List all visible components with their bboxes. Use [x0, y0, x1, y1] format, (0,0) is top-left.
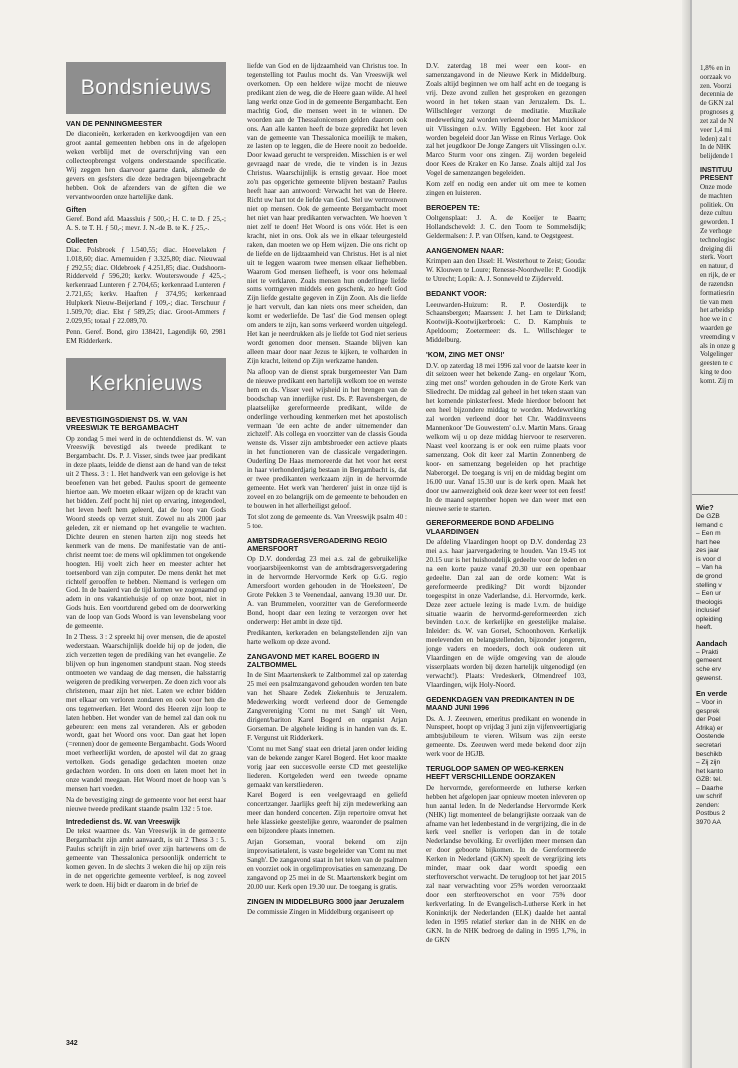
bevestiging-paragraph-2: In 2 Thess. 3 : 2 spreekt hij over mensen, die de apostel wederstaan. Waarschijnlijk doelde hij op de joden, die zich verzetten tegen de prediking van het evangelie. Ze blijven op hun ingenomen standpunt staan. Nog steeds ontmoeten we vandaag de dag mensen, die halsstarrig weigeren de prediking verwerpen. Ze doen zich voor als christenen, maar zijn het niet. Laten we echter bidden met elkaar om verloren zondaren en ook voor hen die ons tegenwerken. Het Woord des Heeren zijn loop te laten hebben. Het wonder van de hemel zal dan ook nu gebeuren: een mens zal veranderen. Als er geboden wordt, gaat het Woord ons voor. Dan gaat het lopen (=rennen) door de gemeente Bergambacht. Gods Woord moet verheerlijkt worden, de apostel wil dat zo graag vertolken. Gods genadige gedachten moeten onze gedachten worden. In ons doen en laten moet het in onze wandel meegaan. Het Woord moet de hoop van 's mensen hart voeden.: [66, 633, 226, 794]
next-page-line: inclusief: [696, 607, 720, 615]
next-page-line: decennia de: [700, 90, 734, 99]
next-page-line: formatiesrin: [700, 288, 735, 297]
next-page-line: zenden:: [696, 801, 720, 809]
next-page-line: deze cultuu: [700, 209, 733, 218]
page-spine: [682, 0, 690, 1068]
next-page-line: stelling v: [696, 581, 722, 589]
next-page-line: en rijk, de er: [700, 271, 736, 280]
next-page-line: zes jaar: [696, 547, 720, 555]
next-page-line: beschikb: [696, 750, 723, 758]
terugloop-text: De hervormde, gereformeerde en lutherse kerken hebben het afgelopen jaar opnieuw moeten inleveren op hun aantal leden. In de Nederlandse Hervormde Kerk (NHK) ligt momenteel de belangrijkste oorzaak van de afname van het ledenbestand in de vergrijzing, die in de kerk veel sneller is verlopen dan in de totale Nederlandse bevolking. Er overlijden meer mensen dan er door geboorte bijkomen. In de Gereformeerde Kerken in Nederland (GKN) speelt de vergrijzing iets minder, maar ook daar wordt spoedig een sterftoverschot verwacht. De terugloop tot het jaar 2015 zal naar verwachting voor 25% worden veroorzaakt door een sterfteoverschot en voor 75% door kerkverlating. In de Evangelisch-Lutherse Kerk in het Koninkrijk der Nederlanden (ELK) daalde het aantal leden in 1995 relatief sterker dan in de NHK en de GKN. In de NHK bedroeg de daling in 1995 1,7%, in de GKN: [426, 783, 586, 944]
beroepen-text: Ooltgensplaat: J. A. de Koeijer te Baarn; Hollandscheveld: J. C. den Toom te Sommelsdijk; Geldermalsen: J. P. van Olfsen, kand. te Oegstgeest.: [426, 214, 586, 241]
zingen-paragraph: De commissie Zingen in Middelburg organiseert op: [247, 908, 394, 917]
next-page-line: De GZB: [696, 513, 720, 520]
next-page-line: lemand c: [696, 521, 723, 529]
kerknieuws-banner: [66, 358, 226, 410]
next-page-line: komt. Zij m: [700, 376, 734, 385]
wie-box: [692, 494, 738, 828]
next-page-line: technologisc: [700, 235, 736, 244]
next-page-line: heeft.: [696, 624, 713, 632]
giften-text: Geref. Bond afd. Maassluis ƒ 500,-; H. C. te D. ƒ 25,-; A. S. te T. H. ƒ 50,-; mevr. J. N.-de B. te K. ƒ 25,-.: [66, 214, 226, 232]
bedankt-text: Leeuwarden-Huizum: R. P. Oosterdijk te Schaansbergen; Maarssen: J. het Lam te Dirksland; Kootwijk-Kootwijkerbroek: C. D. Kamphuis te Apeldoorn; Zoetermeer: ds. L. Willschleger te Middelburg.: [426, 300, 586, 345]
next-page-line: de grond: [696, 572, 723, 580]
verder-heading: En verde: [696, 689, 728, 699]
next-page-line: is voor d: [696, 555, 721, 563]
next-page-line: tie van men: [700, 297, 733, 306]
next-page-line: Oostende: [696, 733, 725, 741]
col3-paragraph-2: Kom zelf en nodig een ander uit om mee te komen zingen en luisteren.: [426, 180, 586, 198]
collecten-heading: Collecten: [66, 237, 98, 245]
col2-paragraph-1: liefde van God en de lijdzaamheid van Christus toe. In tegenstelling tot Paulus mocht ds. Van Vreeswijk wel overkomen. Op een heldere wijze mocht de nieuwe predikant zien de weg, die de Heere gaan wilde. Al heel lang werkt onze God in de gemeente Bergambacht. Een machtig God, die mensen weet in te winnen. De woorden aan de Thessalonicensen gelden daarom ook ons. Aan alle kanten heeft de boze gepredikt het leven van de gemeente van Thessalonica moeilijk te maken, ze lasten op te leggen, die de Heere nooit zo bedoelde. Door kwaad gerucht te verspreiden. Misschien is er wel gevraagd naar de vrede, die te vinden is in Jezus Christus. Waarschijnlijk is ernstig gevaar. Hoe moet zo'n pas opgerichte gemeente blijven bestaan? Paulus heeft haar aan antwoord: Verwacht het van de Heere. Richt uw hart tot de liefde van God. Stel uw vertrouwen niet op mensen. Ook de gemeente Bergambacht moet het niet van haar predikanten verwachten. We hoeven 't niet zelf te doen! Het Woord is ons vóór. Het is een kracht, niet in ons. Ook als we in elkaar teleurgesteld raken, dan moeten we op Hem wijzen. Die ons richt op de liefde en de lijdzaamheid van Christus. Het is al niet uit te leggen waarom twee mensen elkaar liefhebben. Waarom God mensen liefheeft, is voor ons helemaal niet te verklaren. Zoals mensen hun onderlinge liefde soms vormgeven middels een geschenk, zo heeft God Zijn liefde gestalte gegeven in Zijn Zoon. Als die liefde je hart vervult, dan kan niets ons meer scheiden, dan komt er wederliefde. De 'last' die God mensen oplegt om anders te zijn, kan soms verkeerd worden uitgelegd. Het kan je neerdrukken als je liefde tot God niet serieus wordt genomen door mensen. Staande blijven kan alleen maar door naar Jezus te kijken, te volharden in Zijn kracht, leitend op Zijn werkzame handen.: [247, 62, 407, 365]
next-page-line: GZB: tel.: [696, 776, 723, 784]
next-page-line: de machten: [700, 191, 733, 200]
col2-paragraph-2: Na afloop van de dienst sprak burgemeester Van Dam de nieuwe predikant een hartelijk welkom toe en wenste hem en ds. Visser veel wijsheid in het brengen van de boodschap van innerlijke rust. Ds. P. Ravensbergen, de plaatselijke gereformeerde predikant, wilde de onderlinge verhouding kenmerken met het apostolisch vermaan 'de een achte de ander uitnemender dan zichzelf'. Als collega en voorzitter van de classis Gouda wenste ds. Visser zijn ambtsbroeder een actieve plaats in het functioneren van de classicale vergaderingen. Ouderling De Haas memoreerde dat het voor het eerst in haar vierhonderdjarig bestaan in Bergambacht is, dat er twee predikanten werkzaam zijn in de hervormde gemeente. Het werk van 'herderen' juist in onze tijd is zoveel en zo belangrijk om de gemeente te behouden en te bouwen in het allerheiligst geloof.: [247, 367, 407, 510]
next-page-line: – Prakti: [696, 648, 719, 656]
next-page-line: hart hee: [696, 538, 721, 546]
next-page-mid-lines: [700, 183, 738, 386]
next-page-line: veer 1,4 mi: [700, 125, 732, 134]
next-page-line: hoe we in c: [700, 315, 733, 324]
intrede-heading: Intrededienst ds. W. van Vreeswijk: [66, 818, 180, 826]
next-page-line: Postbus 2: [696, 810, 726, 818]
next-page-line: Ze verhoge: [700, 227, 732, 235]
penningmeester-text: De diaconieën, kerkeraden en kerkvoogdijen van een groot aantal gemeenten hebben ons in de afgelopen weken verblijd met de overschrijving van een collecteopbrengst volgens onderstaande specificatie. Wij zeggen hen daarvoor gaarne dank, alsmede de gevers en gesfsters die deze bedragen bijeengebracht hebben. Ook de afzenders van de giften die we vervantwoorden onze hartelijke dank.: [66, 130, 226, 201]
bevestiging-paragraph-3: Na de bevestiging zingt de gemeente voor het eerst haar nieuwe tweede predikant staande psalm 132 : 5 toe.: [66, 796, 226, 813]
intrede-paragraph: De tekst waarmee ds. Van Vreeswijk in de gemeente Bergambacht zijn ambt aanvaardt, is uit 2 Thess 3 : 5. Paulus schrijft in zijn brief over zijn hartewens om de gemeente van Thessalonica persoonlijk onderricht te komen geven. In de slechts 3 weken die hij op zijn reis in de net opgerichte gemeente verbleef, is nog zoveel werk te doen. Hij bidt er daarom in de brief de: [66, 826, 226, 889]
next-page-line: vreemding v: [700, 332, 736, 341]
next-page-line: geworden. I: [700, 218, 734, 227]
col2-paragraph-3: Tot slot zong de gemeente ds. Van Vreeswijk psalm 40 : 5 toe.: [247, 512, 407, 530]
next-page-line: gewenst.: [696, 674, 723, 682]
zingen-heading: ZINGEN IN MIDDELBURG 3000 jaar Jeruzalem: [247, 896, 404, 906]
wie-lines: [696, 513, 738, 633]
bedankt-heading: BEDANKT VOOR:: [426, 289, 487, 299]
next-page-line: 1,8% en in: [700, 64, 731, 72]
bondsnieuws-banner: [66, 62, 226, 114]
next-page-line: uw schrif: [696, 793, 723, 801]
collecten-address: Penn. Geref. Bond, giro 138421, Lagendijk 60, 2981 EM Ridderkerk.: [66, 328, 226, 346]
kom-zing-text: D.V. op zaterdag 18 mei 1996 zal voor de laatste keer in dit seizoen weer het bekende Zang- en orgelaur 'Kom, zing met ons!' worden gehouden in de Grote Kerk van Sliedrecht. De middag zal geheel in het teken staan van het komende pinksterfeest. Mede hierdoor beloont het een heel bijzondere middag te worden. Medewerking zal worden verleend door het Chr. Waddinxveens Mannenkoor 'De Gouwestem' o.l.v. Martin Mans. Graag welkom wij u op deze middag hiervoor te reserveren. Naast veel koorzang is er ook een ruime plaats voor samenzang. Ook dit keer zal Martin Zonnenberg de koor- en samenzang begeleiden op het prachtige Naberorgel. De toegang is vrij en de middag begint om 16.00 uur. Vanaf 15.30 uur is de kerk open. Maak het door uw aanwezigheid ook deze keer weer tot een feest! In de maand september hopen we dan weer met een nieuwe serie te starten.: [426, 361, 586, 513]
next-page-line: gesprek: [696, 707, 720, 715]
next-page-line: sche erv: [696, 666, 721, 673]
wie-heading: Wie?: [696, 503, 714, 512]
next-page-line: Onze mode: [700, 182, 733, 191]
zangavond-heading: ZANGAVOND MET KAREL BOGERD IN ZALTBOMMEL: [247, 651, 380, 669]
next-page-line: geesten te c: [700, 359, 733, 368]
column-2: [247, 62, 407, 1052]
next-page-line: Volgelinger: [700, 350, 733, 359]
next-page-line: – Van ha: [696, 564, 722, 572]
next-page-line: zen. Voorzi: [700, 81, 732, 90]
ambtsdragers-paragraph-1: Op D.V. donderdag 23 mei a.s. zal de gebruikelijke voorjaarsbijeenkomst van de ambtsdragersvergadering in de hervormde Hervormde Kerk op G.G. regio Amersfoort worden gehouden in de 'Hoeksteen', De Grote Pekken 3 te Veenendaal, aanvang 19.30 uur. Dr. A. van Brummelen, voorzitter van de Gereformeerde Bond, hoopt daar een lezing te verzorgen over het onderwerp: Het ambt in deze tijd.: [247, 555, 407, 626]
penningmeester-heading: VAN DE PENNINGMEESTER: [66, 119, 163, 128]
col3-paragraph-1: D.V. zaterdag 18 mei weer een koor- en samenzangavond in de Nieuwe Kerk in Middelburg. Zoals altijd beginnen we om half acht en de toegang is vrij. Deze avond zullen het gesproken en gezongen woord in het teken staan van Jeruzalem. Ds. L. Willschleger verzorgt de meditatie. Muzikale medewerking zal worden verleend door het Marnixkoor uit Vlissingen o.l.v. Willy Eggebeen. Het koor zal worden begeleid door Jan Wisse en Rinus Verlage. Ook zal het jeugdkoor De Jonge Zangers uit Vlissingen o.l.v. Marco Sturm voor ons zingen. Zij worden begeleid door Kees de Kraker en Ko Janse. Zoals altijd zal Jos Vogel de samenzangen begeleiden.: [426, 62, 586, 178]
beroepen-heading: BEROEPEN TE:: [426, 203, 480, 213]
next-page-line: – Daarhe: [696, 784, 724, 792]
next-page-line: – Zij zijn: [696, 759, 721, 767]
next-page-line: dreiging dii: [700, 244, 733, 253]
present-heading: PRESENT: [700, 174, 734, 182]
next-page-line: secretari: [696, 741, 722, 749]
next-page-line: de GKN zal: [700, 99, 734, 108]
ambtsdragers-heading: AMBTSDRAGERSVERGADERING REGIO AMERSFOORT: [247, 535, 388, 554]
bondsnieuws-title: Bondsnieuws: [80, 76, 212, 99]
zangavond-paragraph-4: Arjan Gorseman, vooral bekend om zijn improvisatietalent, is vaste begeleider van 'Comt nu met Sangh'. De zangavond staat in het teken van de psalmen en voorziet ook in orgelimprovisaties en samenzang. De zangavond op 25 mei in de St. Maartenskerk begint om 20.00 uur. Kerk open 19.30 uur. De toegang is gratis.: [247, 838, 407, 891]
geref-bond-text: De afdeling Vlaardingen hoopt op D.V. donderdag 23 mei a.s. haar jaarvergadering te houden. Van 19.45 tot 20.15 uur is het huishoudelijk gedeelte voor de leden en na een korte pauze vanaf 20.30 uur een openbaar gedeelte. Dan zal aan de orde komen: Wat is gereformeerde prediking? Dit wordt bijzonder toegespitst in onze Vaderlandse, d.i. Hervormde, kerk. Deze zeer actuele lezing is made l.v.m. de huidige situatie waarin de hervormd-gereformeerden zich bevinden t.o.v. de kerkelijke en geestelijke malaise. Inleider: ds. W. van Gorsel, Schoonhoven. Kerkelijk meelevenden en belangstellenden, bijzonder jongeren, jonge vaders en moeders, doch ook ouderen uit Vlaardingen en de wijde omgeving van de aloude visserplaats worden bij dezen hartelijk uitgenodigd (en verwacht!). Plaats: Vredeskerk, Olmendreef 103, Vlaardingen, wijk Holy-Noord.: [426, 538, 586, 689]
next-page-line: het kanto: [696, 767, 724, 775]
gedenkdagen-text: Ds. A. J. Zeeuwen, emeritus predikant en wonende in Nunspeet, hoopt op vrijdag 3 juni zijn vijfenveertigjarig ambtsjubileum te vieren. Wilsum was zijn eerste gemeente. Ds. Zeeuwen werd mede bekend door zijn werk voor de HGJB.: [426, 714, 586, 759]
page-number: 342: [66, 1040, 78, 1047]
zangavond-paragraph-1: In de Sint Maartenskerk te Zaltbommel zal op zaterdag 25 mei een psalmzangavond gehouden worden ten bate van het Shaare Zedek Ziekenhuis te Jeruzalem. Medewerking wordt verleend door de Gemengde Zangvereniging 'Comt nu met Sangh' uit Veen, dirigent/bariton Karel Bogerd en organist Arjan Gorseman. De algehele leiding is in handen van ds. E. F. Vergunst uit Ridderkerk.: [247, 671, 407, 742]
aandacht-lines: [696, 649, 738, 683]
verder-lines: [696, 699, 738, 827]
next-page-line: zet zal de N: [700, 116, 734, 125]
next-page-line: en natuur, d: [700, 262, 733, 271]
next-page-line: Afrika) er: [696, 724, 723, 732]
column-1: [66, 62, 226, 1052]
collecten-text: Diac. Polsbroek ƒ 1.540,55; diac. Hoevelaken ƒ 1.018,60; diac. Arnemuiden ƒ 3.325,80; diac. Nieuwaal ƒ 292,55; diac. Oldebroek ƒ 4.251,85; diac. Oudshoorn-Ridderveld ƒ 596,20; kerkv. Wouterswoude ƒ 425,-; kerkenraad Lunteren ƒ 2.704,65; kerkenraad Lunteren ƒ 2.721,65; kerkv. Haaften ƒ 374,95; kerkenraad Hulpkerk Nieuw-Beijerland ƒ 109,-; diac. Terschuur ƒ 1.509,70; diac. Elst ƒ 589,25; diac. Groot-Ammers ƒ 2.029,95; totaal ƒ 22.089,70.: [66, 245, 226, 326]
zangavond-paragraph-2: 'Comt nu met Sang' staat een drietal jaren onder leiding van de bekende zanger Karel Bogerd. Het koor maakte vorig jaar een succesvolle eerste CD met geestelijke liederen. Kortgeleden werd een tweede opname gemaakt van kerstliederen.: [247, 744, 407, 789]
gedenkdagen-heading: GEDENKDAGEN VAN PREDIKANTEN IN DE MAAND JUNI 1996: [426, 694, 575, 713]
next-page-line: In de NHK: [700, 143, 732, 152]
instituut-heading: INSTITUU: [700, 166, 733, 174]
next-page-line: leden) zal t: [700, 134, 732, 143]
next-page-line: de razendsn: [700, 279, 734, 288]
next-page-line: waarden ge: [700, 323, 733, 332]
bevestiging-heading: BEVESTIGINGSDIENST DS. W. VAN VREESWIJK TE BERGAMBACHT: [66, 414, 188, 433]
next-page-line: king te doo: [700, 368, 732, 376]
giften-heading: Giften: [66, 206, 87, 214]
geref-bond-heading: GEREFORMEERDE BOND AFDELING VLAARDINGEN: [426, 518, 554, 536]
next-page-line: – Een m: [696, 530, 721, 538]
zangavond-paragraph-3: Karel Bogerd is een veelgevraagd en geliefd concertzanger. Jaarlijks geeft hij zijn medewerking aan meer dan honderd concerten. Zijn repertoire omvat het hele klassieke geestelijke genre, waaronder de psalmen een bijzondere plaats innemen.: [247, 791, 407, 836]
terugloop-heading: TERUGLOOP SAMEN OP WEG-KERKEN HEEFT VERSCHILLENDE OORZAKEN: [426, 764, 564, 782]
next-page-line: oorzaak vo: [700, 72, 731, 81]
aandacht-heading: Aandach: [696, 638, 728, 648]
next-page-line: gemeent: [696, 657, 722, 665]
next-page-line: sterk. Voort: [700, 253, 733, 262]
next-page-line: opleiding: [696, 615, 723, 623]
aangenomen-text: Krimpen aan den IJssel: H. Westerhout te Zeist; Gouda: W. Klouwen te Loure; Renesse-Noordwelle: P. Goodijk te Utrecht; Lopik: A. J. Sonneveld te Zijderveld.: [426, 257, 586, 284]
next-page-column: [700, 64, 738, 386]
next-page-top-lines: [700, 64, 738, 161]
next-page-line: het arbeidsp: [700, 306, 735, 315]
next-page-line: – Voor in: [696, 699, 723, 707]
next-page-edge: [690, 0, 738, 1068]
next-page-line: politiek. On: [700, 200, 734, 209]
aangenomen-heading: AANGENOMEN NAAR:: [426, 246, 504, 256]
ambtsdragers-paragraph-2: Predikanten, kerkeraden en belangstellenden zijn van harte welkom op deze avond.: [247, 628, 407, 646]
next-page-line: – Een ur: [696, 590, 721, 598]
next-page-line: 3970 AA: [696, 819, 721, 826]
bevestiging-paragraph-1: Op zondag 5 mei werd in de ochtenddienst ds. W. van Vreeswijk bevestigd als tweede predikant te Bergambacht. Ds. P. J. Visser, sinds twee jaar predikant in deze plaats, leidde de dienst aan de hand van de tekst uit 2 Thess. 3 : 1. Het handwerk van een gelovige is het beoefenen van het gebed. Paulus spoort de gemeente hiertoe aan. We moeten elkaar wijzen op de kracht van het bidden. Zelf pocht hij niet op ervaring, integendeel, het leven heeft hem geleerd, dat de loop van Gods Woord steeds op verzet stuit. Zowel nu als 2000 jaar geleden, zit er niemand op het evangelie te wachten. Dichte deuren en stenen harten zijn nog steeds het kenmerk van de mens. De manifestatie van de anti-christ neemt toe: de mens wil opklimmen tot ongekende hoogten. Hij voelt zich heer en meester achter het toetsenbord van zijn computer. De mens denkt het met richtelf gerooffen te hebben. Niemand is verlegen om God. In de baaierd van de tijd komen we zogenaamd op adem in ons vakantiehuisje of op onze boot, niet in Gods huis. Een voortdurend gebed om de doorwerking van de loop van Gods Woord is van levensbelang voor de gemeente.: [66, 434, 226, 631]
kom-zing-heading: 'KOM, ZING MET ONS!': [426, 350, 505, 360]
next-page-line: theologis: [696, 598, 723, 606]
column-3: [426, 62, 586, 1052]
next-page-line: belijdende l: [700, 152, 733, 161]
next-page-line: prognoses g: [700, 108, 734, 117]
next-page-line: als in onze g: [700, 341, 736, 350]
next-page-line: der Poel: [696, 716, 721, 724]
kerknieuws-title: Kerknieuws: [89, 371, 203, 395]
